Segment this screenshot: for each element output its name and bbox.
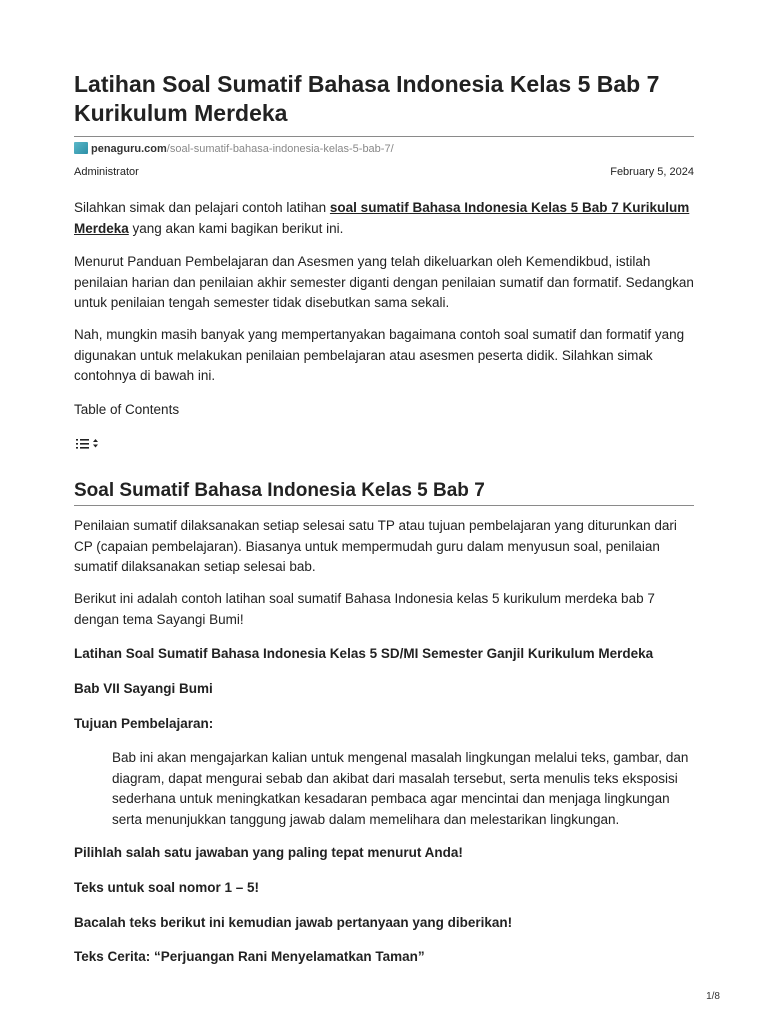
toc-label: Table of Contents	[74, 402, 180, 417]
question-text-label-text: Teks untuk soal nomor 1 – 5!	[74, 880, 260, 895]
quiz-subtitle	[74, 644, 694, 665]
objective-label-text: Tujuan Pembelajaran:	[74, 716, 214, 731]
article-title: Latihan Soal Sumatif Bahasa Indonesia Kelas 5 Bab 7 Kurikulum Merdeka	[74, 71, 660, 126]
section-divider	[74, 505, 694, 506]
page-number: 1/8	[706, 991, 720, 1002]
article-topic-link[interactable]: soal sumatif Bahasa Indonesia Kelas 5 Bab 7 Kurikulum Merdeka	[74, 200, 690, 236]
objective-label	[74, 714, 694, 735]
site-favicon-icon	[74, 142, 88, 154]
objective-text: Bab ini akan mengajarkan kalian untuk mengenal masalah lingkungan melalui teks, gambar, dan diagram, dapat mengurai sebab dan akibat dari masalah tersebut, serta menulis teks eksposisi sederhana untuk meningkatkan kesadaran pembaca agar mencintai dan menjaga lingkungan serta menunjukkan tanggung jawab dalam memelihara dan melestarikan lingkungan.	[112, 750, 689, 827]
read-instruction	[74, 913, 694, 934]
article-meta	[74, 166, 694, 178]
intro-paragraph-2: Menurut Panduan Pembelajaran dan Asesmen yang telah dikeluarkan oleh Kemendikbud, istilah penilaian harian dan penilaian akhir semester diganti dengan penilaian sumatif dan formatif. Sedangkan untuk penilaian tengah semester tidak disebutkan sama sekali.	[74, 254, 694, 310]
source-path: /soal-sumatif-bahasa-indonesia-kelas-5-bab-7/	[166, 143, 394, 155]
story-title	[74, 947, 694, 968]
intro-p1-text: Silahkan simak dan pelajari contoh latihan	[74, 200, 330, 215]
chapter-title	[74, 679, 694, 700]
section-paragraph-2: Berikut ini adalah contoh latihan soal sumatif Bahasa Indonesia kelas 5 kurikulum merdeka bab 7 dengan tema Sayangi Bumi!	[74, 591, 655, 627]
intro-paragraph-3: Nah, mungkin masih banyak yang mempertanyakan bagaimana contoh soal sumatif dan formatif yang digunakan untuk melakukan penilaian pembelajaran atau asesmen peserta didik. Silahkan simak contohnya di bawah ini.	[74, 327, 685, 383]
list-icon[interactable]	[76, 437, 98, 454]
section-heading: Soal Sumatif Bahasa Indonesia Kelas 5 Bab 7	[74, 480, 485, 501]
story-title-text: Teks Cerita: “Perjuangan Rani Menyelamatkan Taman”	[74, 949, 425, 964]
intro-p1-tail: yang akan kami bagikan berikut ini.	[128, 220, 344, 236]
instruction-text: Pilihlah salah satu jawaban yang paling tepat menurut Anda!	[74, 845, 463, 860]
toc-toggle-icon	[76, 437, 98, 451]
chapter-title-text: Bab VII Sayangi Bumi	[74, 681, 213, 696]
section-paragraph-1: Penilaian sumatif dilaksanakan setiap selesai satu TP atau tujuan pembelajaran yang diturunkan dari CP (capaian pembelajaran). Biasanya untuk mempermudah guru dalam menyusun soal, penilaian sumatif dilaksanakan setiap selesai bab.	[74, 518, 677, 574]
source-url[interactable]	[74, 142, 394, 155]
quiz-subtitle-text: Latihan Soal Sumatif Bahasa Indonesia Kelas 5 SD/MI Semester Ganjil Kurikulum Merdeka	[74, 646, 654, 661]
publish-date: February 5, 2024	[610, 166, 694, 178]
instruction	[74, 843, 694, 864]
intro-paragraph-1	[74, 198, 694, 239]
author: Administrator	[74, 166, 139, 178]
source-domain: penaguru.com	[91, 143, 167, 155]
read-instruction-text: Bacalah teks berikut ini kemudian jawab pertanyaan yang diberikan!	[74, 915, 513, 930]
title-divider	[74, 136, 694, 137]
question-text-label	[74, 878, 694, 899]
